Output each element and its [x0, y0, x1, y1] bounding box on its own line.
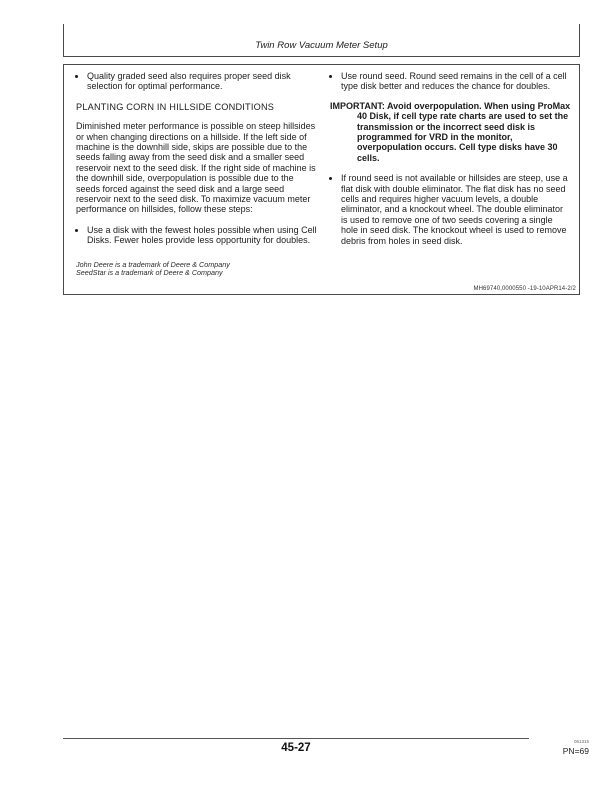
bullet-list: [330, 173, 571, 246]
left-column: [76, 71, 317, 278]
page-number: 45-27: [281, 742, 311, 754]
pn-number: PN=69: [562, 746, 589, 756]
bullet-list: [76, 225, 317, 246]
bullet-list: [330, 71, 571, 92]
list-item: • Use a disk with the fewest holes possible when using Cell Disks. Fewer holes provide less opportunity for doubles.: [87, 225, 317, 246]
page-title: Twin Row Vacuum Meter Setup: [255, 40, 388, 51]
section-heading: PLANTING CORN IN HILLSIDE CONDITIONS: [76, 101, 275, 112]
running-header: [63, 24, 580, 57]
trademark-line: SeedStar is a trademark of Deere & Company: [76, 268, 223, 278]
body-paragraph: Diminished meter performance is possible on steep hillsides or when changing directions on a hillside. If the left side of machine is the downhill side, skips are possible due to the seeds falling away from the seed disk and a smaller seed reservoir next to the seed disk. If the right side of machine is the downhill side, overpopulation is possible due to the seeds forced against the seed disk and a large seed reservoir next to the seed disk. To maximize vacuum meter performance on hillsides, follow these steps:: [76, 121, 316, 215]
important-notice: IMPORTANT: Avoid overpopulation. When using ProMax 40 Disk, if cell type rate charts are used to set the transmission or the incorrect seed disk is programmed for VRD in the monitor, overpopulation occurs. Cell type disks have 30 cells.: [330, 100, 571, 163]
list-item: • Quality graded seed also requires proper seed disk selection for optimal performance.: [87, 71, 317, 92]
two-column-layout: [64, 65, 579, 278]
revision-reference-code: MH69740,0000550 -19-10APR14-2/2: [473, 286, 576, 292]
right-column: [330, 71, 571, 278]
list-item: • Use round seed. Round seed remains in the cell of a cell type disk better and reduces the chance for doubles.: [341, 71, 571, 92]
trademark-note: [76, 261, 317, 278]
trademark-line: John Deere is a trademark of Deere & Company: [76, 259, 230, 269]
footer-rule: [63, 738, 529, 739]
content-frame: [63, 64, 580, 295]
print-date-code: 061315: [573, 739, 589, 744]
bullet-list: [76, 71, 317, 92]
list-item: • If round seed is not available or hillsides are steep, use a flat disk with double eliminator. The flat disk has no seed cells and requires higher vacuum levels, a double eliminator, and a knockout wheel. The double eliminator is used to remove one of two seeds covering a single hole in seed disk. The knockout wheel is used to remove debris from holes in seed disk.: [341, 173, 571, 246]
